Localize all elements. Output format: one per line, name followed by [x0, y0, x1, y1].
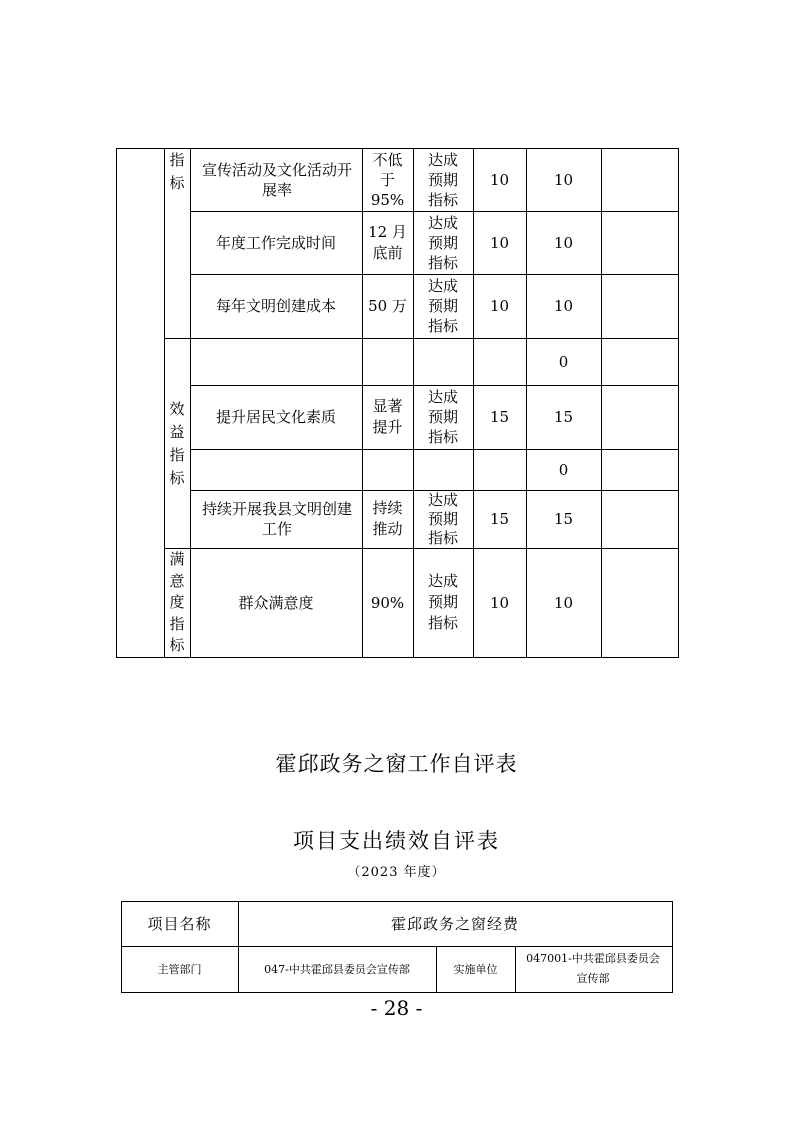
weight: 15: [489, 408, 510, 426]
target-value: 50 万: [368, 297, 407, 315]
indicator-name: 提升居民文化素质: [215, 408, 336, 426]
score: 15: [553, 510, 574, 528]
group-label-output: 指 标: [169, 151, 185, 192]
indicator-name: 年度工作完成时间: [215, 233, 336, 252]
indicator-name: 宣传活动及文化活动开展率: [201, 160, 352, 199]
section-heading: 霍邱政务之窗工作自评表: [275, 752, 518, 776]
score: 0: [558, 460, 569, 479]
target-value: 12 月 底前: [368, 222, 407, 262]
project-name-label: 项目名称: [147, 915, 212, 933]
target-value: 90%: [370, 593, 405, 612]
target-value: 持续 推动: [372, 499, 403, 538]
form-year: （2023 年度）: [347, 865, 446, 880]
status: 达成 预期 指标: [427, 213, 458, 272]
dept-value: 047-中共霍邱县委员会宣传部: [264, 963, 410, 976]
weight: 10: [489, 233, 510, 252]
score: 15: [553, 408, 574, 426]
unit-label: 实施单位: [453, 963, 498, 976]
indicator-name: 每年文明创建成本: [215, 297, 336, 315]
score: 10: [553, 593, 574, 612]
group-label-satisfaction: 满 意 度 指 标: [169, 550, 185, 655]
form-title: 项目支出绩效自评表: [293, 829, 500, 853]
status: 达成 预期 指标: [427, 388, 458, 446]
unit-value: 047001-中共霍邱县委员会宣传部: [526, 952, 660, 985]
page-number: - 28 -: [370, 996, 423, 1020]
target-value: 显著 提升: [372, 397, 403, 436]
weight: 10: [489, 593, 510, 612]
weight: 10: [489, 297, 510, 315]
score: 10: [553, 297, 574, 315]
status: 达成 预期 指标: [427, 572, 458, 632]
indicator-name: 持续开展我县文明创建工作: [201, 500, 352, 538]
group-label-benefit: 效 益 指 标: [169, 400, 185, 487]
status: 达成 预期 指标: [427, 490, 458, 547]
status: 达成 预期 指标: [427, 150, 458, 209]
score: 0: [558, 352, 569, 371]
project-name-value: 霍邱政务之窗经费: [390, 915, 519, 933]
weight: 15: [489, 510, 510, 528]
indicator-name: 群众满意度: [238, 593, 314, 612]
score: 10: [553, 170, 574, 189]
score: 10: [553, 233, 574, 252]
target-value: 不低 于 95%: [370, 150, 405, 209]
status: 达成 预期 指标: [427, 277, 458, 335]
dept-label: 主管部门: [157, 963, 202, 976]
weight: 10: [489, 170, 510, 189]
